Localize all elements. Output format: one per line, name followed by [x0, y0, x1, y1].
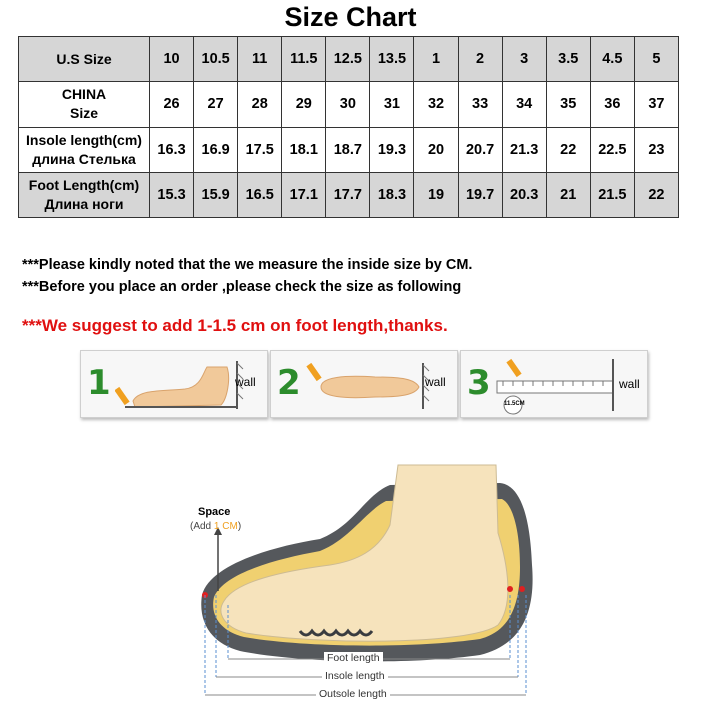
row-header-line: длина Стелька [32, 150, 136, 167]
step-number: 1 [87, 363, 111, 403]
step-number: 2 [277, 363, 301, 403]
table-cell: 10 [150, 37, 194, 82]
insole-length-label: Insole length [322, 670, 388, 682]
add-prefix: (Add [190, 521, 214, 532]
foot-length-label: Foot length [324, 652, 383, 664]
suggestion-text: ***We suggest to add 1-1.5 cm on foot length,thanks. [22, 316, 448, 335]
row-header-line: CHINA [61, 86, 107, 103]
table-cell: 16.9 [194, 127, 238, 172]
table-cell: 28 [238, 82, 282, 127]
table-cell: 16.5 [238, 172, 282, 217]
row-header [19, 37, 150, 82]
table-cell: 19.7 [458, 172, 502, 217]
table-cell: 3.5 [546, 37, 590, 82]
step-number: 3 [467, 363, 491, 403]
table-cell: 10.5 [194, 37, 238, 82]
table-cell: 30 [326, 82, 370, 127]
table-cell: 3 [502, 37, 546, 82]
add-space-note [190, 521, 241, 532]
table-cell: 20.3 [502, 172, 546, 217]
row-header [19, 127, 150, 172]
table-cell: 12.5 [326, 37, 370, 82]
table-cell: 34 [502, 82, 546, 127]
table-cell: 11.5 [282, 37, 326, 82]
row-header-line: Size [69, 105, 98, 122]
table-cell: 33 [458, 82, 502, 127]
table-cell: 35 [546, 82, 590, 127]
table-cell: 18.3 [370, 172, 414, 217]
row-header-line: U.S Size [56, 50, 112, 67]
table-cell: 22 [546, 127, 590, 172]
page-title: Size Chart [284, 2, 417, 32]
table-cell: 29 [282, 82, 326, 127]
table-cell: 18.7 [326, 127, 370, 172]
step-2-panel [270, 350, 458, 418]
table-cell: 36 [590, 82, 634, 127]
table-cell: 15.9 [194, 172, 238, 217]
table-cell: 20 [414, 127, 458, 172]
row-header-line: Insole length(cm) [26, 131, 142, 148]
table-cell: 20.7 [458, 127, 502, 172]
table-cell: 11 [238, 37, 282, 82]
outsole-length-label: Outsole length [316, 688, 390, 700]
table-cell: 22.5 [590, 127, 634, 172]
step-1-panel [80, 350, 268, 418]
table-cell: 19 [414, 172, 458, 217]
notes [22, 254, 472, 298]
table-cell: 31 [370, 82, 414, 127]
table-row [19, 82, 679, 127]
wall-label: wall [425, 375, 446, 389]
table-cell: 17.5 [238, 127, 282, 172]
space-label: Space [198, 506, 231, 518]
table-cell: 21.5 [590, 172, 634, 217]
table-cell: 5 [634, 37, 678, 82]
table-cell: 23 [634, 127, 678, 172]
size-chart-table [18, 36, 679, 218]
shoe-diagram [180, 455, 550, 705]
table-cell: 26 [150, 82, 194, 127]
table-cell: 2 [458, 37, 502, 82]
row-header [19, 172, 150, 217]
table-cell: 19.3 [370, 127, 414, 172]
measure-badge: 11.5CM [504, 401, 525, 407]
add-suffix: ) [237, 521, 242, 532]
row-header-line: Длина ноги [44, 195, 124, 212]
table-cell: 18.1 [282, 127, 326, 172]
table-cell: 27 [194, 82, 238, 127]
table-cell: 22 [634, 172, 678, 217]
table-cell: 21.3 [502, 127, 546, 172]
table-cell: 16.3 [150, 127, 194, 172]
table-cell: 32 [414, 82, 458, 127]
table-cell: 15.3 [150, 172, 194, 217]
step-3-panel [460, 350, 648, 418]
table-row [19, 37, 679, 82]
table-cell: 21 [546, 172, 590, 217]
wall-label: wall [235, 375, 256, 389]
table-cell: 1 [414, 37, 458, 82]
table-cell: 37 [634, 82, 678, 127]
table-cell: 4.5 [590, 37, 634, 82]
table-row [19, 172, 679, 217]
note-line-1: ***Please kindly noted that the we measure the inside size by CM. [22, 257, 473, 273]
table-cell: 13.5 [370, 37, 414, 82]
table-cell: 17.7 [326, 172, 370, 217]
note-line-2: ***Before you place an order ,please check the size as following [22, 279, 462, 295]
row-header-line: Foot Length(cm) [28, 176, 140, 193]
add-value: 1 CM [213, 521, 238, 532]
table-cell: 17.1 [282, 172, 326, 217]
wall-label: wall [619, 377, 640, 391]
row-header [19, 82, 150, 127]
table-row [19, 127, 679, 172]
